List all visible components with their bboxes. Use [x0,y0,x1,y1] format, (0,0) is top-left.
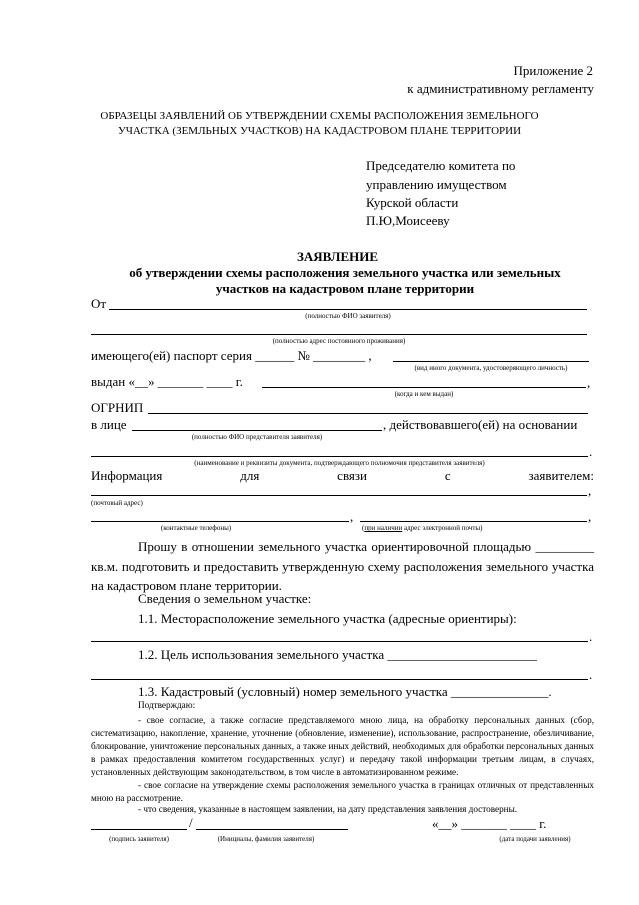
issued-comma: , [587,375,591,390]
document-subtitle-line1: об утверждении схемы расположения земельного участка или земельных [129,265,561,280]
item-location: 1.1. Месторасположение земельного участка (адресные ориентиры): [138,611,517,626]
representative-fio-caption: (полностью ФИО представителя заявителя) [191,433,323,441]
representative-fio-field[interactable] [132,430,382,431]
phones-caption: (контактные телефоны) [160,524,232,532]
document-title: ЗАЯВЛЕНИЕ [296,249,379,264]
signature-field[interactable] [91,829,187,830]
other-document-caption: (вид иного документа, удостоверяющего личность) [414,364,568,372]
purpose-continuation-field[interactable] [91,679,588,680]
from-label: От [91,296,107,311]
info-heading: Сведения о земельном участке: [138,591,312,606]
confirm-label: Подтверждаю: [138,700,196,710]
postal-caption: (почтовый адрес) [91,499,143,507]
document-subtitle-line2: участков на кадастровом плане территории [215,281,475,296]
location-period: . [589,629,593,644]
consent-boundaries: - свое согласие на утверждение схемы расположения земельного участка в границах отличных от представленных мною на рассмотрение. [91,780,594,803]
regulation-label: к административному регламенту [407,81,594,96]
phones-comma: , [350,509,354,524]
name-caption: (Инициалы, фамилия заявителя) [217,835,315,843]
addressee-line1: Председателю комитета по [366,158,516,173]
email-field[interactable] [360,521,587,522]
applicant-fio-field[interactable] [109,309,587,310]
ogrnip-field[interactable] [148,413,588,414]
issued-by-field[interactable] [262,387,586,388]
email-caption-optional: при наличии [364,524,403,532]
represented-by-label: в лице [91,417,127,432]
authority-document-caption: (наименование и реквизиты документа, подтверждающего полномочия представителя заявителя) [194,459,485,467]
ogrnip-label: ОГРНИП [91,400,144,415]
applicant-name-field[interactable] [196,829,348,830]
acting-basis-text: , действовавшего(ей) на основании [383,417,578,432]
item-purpose: 1.2. Цель использования земельного участка _______________________ [138,647,537,662]
date-caption: (дата подачи заявления) [499,835,571,843]
consent-personal-data: - свое согласие, а также согласие представляемого мною лица, на обработку персональных данных (сбор, систематизацию, накопление, хранение, уточнение (обновление, изменение), использование, распространение, обезличивание, блокирование, уничтожение персональных данных, а также иных действий, необходимых для обработки персональных данных в рамках предоставления комитетом государственных услуг) и передачу такой информации третьим лицам, в случаях, установленных действующим законодательством, в том числе в автоматизированном режиме. [91,715,594,777]
signature-slash: / [189,815,193,830]
addressee-line3: Курской области [366,195,459,210]
consent-accuracy: - что сведения, указанные в настоящем заявлении, на дату представления заявления достоверны. [138,804,518,814]
purpose-period: . [589,667,593,682]
address-caption: (полностью адрес постоянного проживания) [272,337,406,345]
email-caption-prefix: ( [362,524,365,532]
location-field[interactable] [91,641,588,642]
samples-title-line1: ОБРАЗЕЦЫ ЗАЯВЛЕНИЙ ОБ УТВЕРЖДЕНИИ СХЕМЫ РАСПОЛОЖЕНИЯ ЗЕМЕЛЬНОГО [100,110,539,122]
addressee-line2: управлению имуществом [366,177,507,192]
authority-document-field[interactable] [91,456,588,457]
passport-text: имеющего(ей) паспорт серия ______ № ________ , [91,348,372,363]
appendix-label: Приложение 2 [513,63,593,78]
item-cadastral-number: 1.3. Кадастровый (условный) номер земельного участка _______________. [138,684,552,699]
postal-comma: , [588,483,592,498]
applicant-address-field[interactable] [91,334,587,335]
email-caption-rest: адрес электронной почты) [402,524,483,532]
issued-text: выдан «__» _______ ____ г. [91,374,243,389]
other-document-field[interactable] [393,361,589,362]
fio-caption: (полностью ФИО заявителя) [305,312,391,320]
email-caption [362,525,482,532]
postal-address-field[interactable] [91,495,587,496]
email-comma: , [588,509,592,524]
submission-date: «__» _______ ____ г. [432,816,547,831]
authority-period: . [589,444,593,459]
addressee-line4: П.Ю,Моисееву [366,213,450,228]
request-paragraph: Прошу в отношении земельного участка ориентировочной площадью _________ кв.м. подготовить и предоставить утвержденную схему расположения земельного участка на кадастровом плане территории. [91,539,594,593]
signature-caption: (подпись заявителя) [109,835,169,843]
contact-info-label: Информация для связи с заявителем: [91,468,594,483]
phones-field[interactable] [91,521,349,522]
issued-caption: (когда и кем выдан) [394,390,454,398]
samples-title-line2: УЧАСТКА (ЗЕМЛЬНЫХ УЧАСТКОВ) НА КАДАСТРОВОМ ПЛАНЕ ТЕРРИТОРИИ [117,125,522,137]
